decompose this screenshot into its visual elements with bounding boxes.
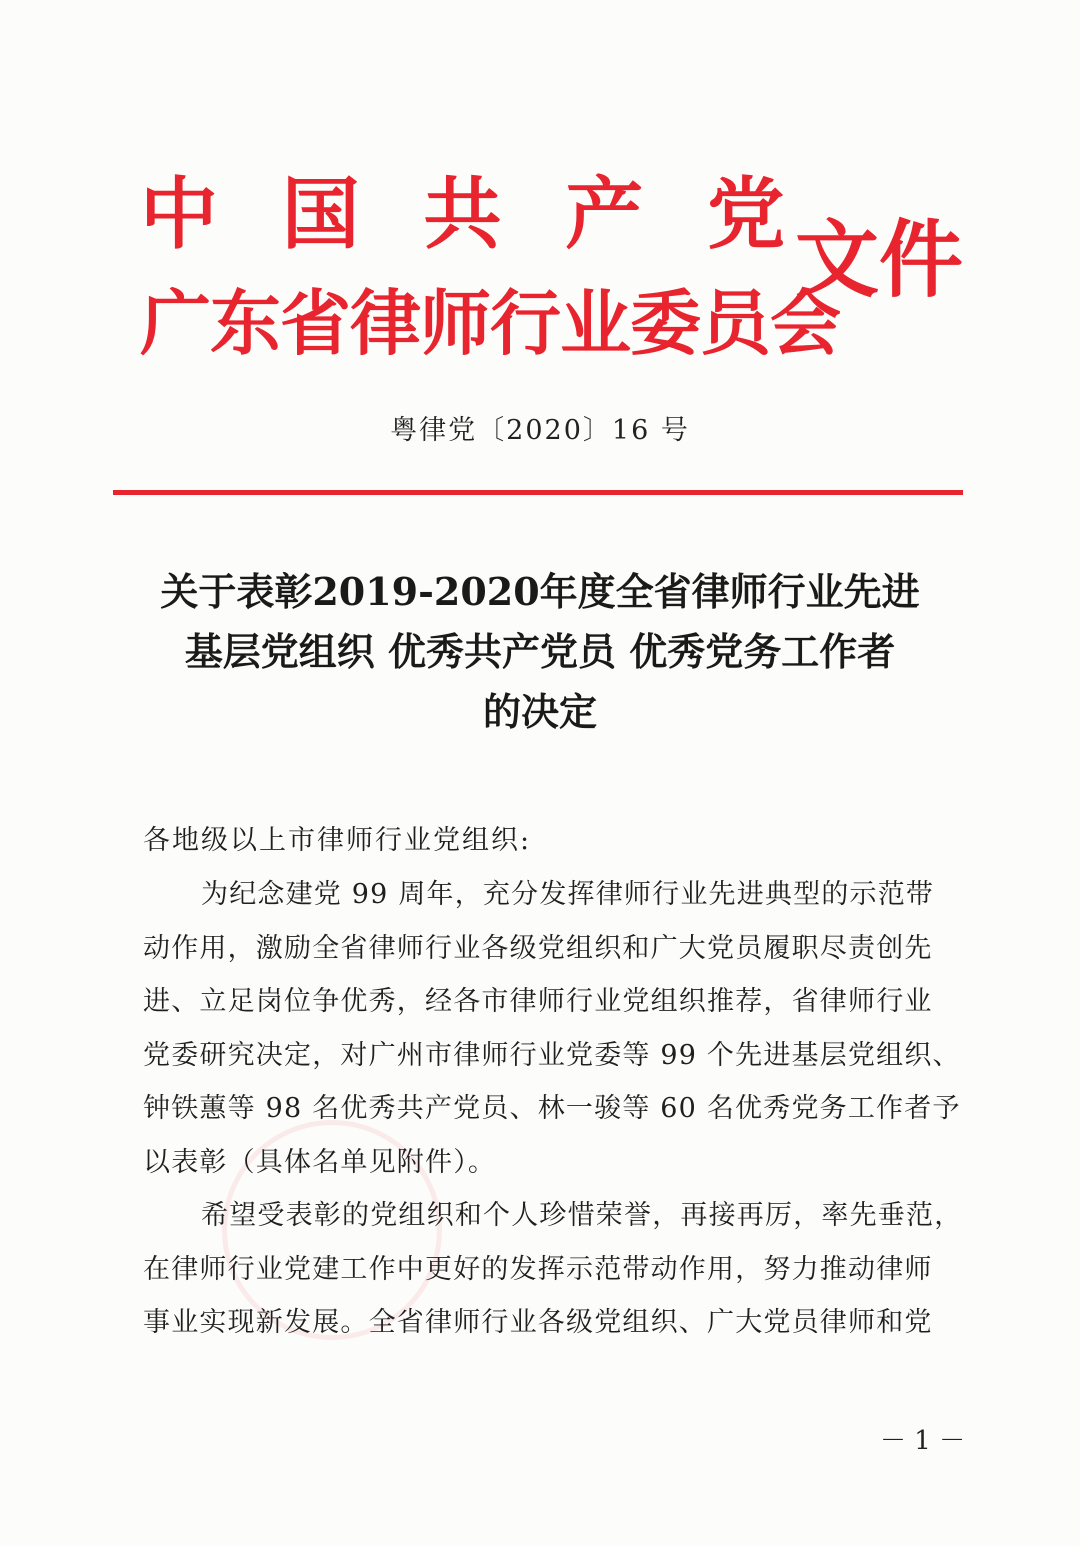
header-char: 共 xyxy=(423,169,502,260)
header-char: 党 xyxy=(706,169,785,260)
body-line: 为纪念建党 99 周年，充分发挥律师行业先进典型的示范带 xyxy=(201,879,935,910)
header-line-1 xyxy=(140,170,785,260)
document-number: 粤律党〔2020〕16 号 xyxy=(390,415,690,446)
body-line: 希望受表彰的党组织和个人珍惜荣誉，再接再厉，率先垂范， xyxy=(201,1200,963,1231)
salutation: 各地级以上市律师行业党组织: xyxy=(143,825,532,856)
body-line: 进、立足岗位争优秀，经各市律师行业党组织推荐，省律师行业 xyxy=(143,986,933,1017)
header-char: 产 xyxy=(565,169,644,260)
title-line-1: 关于表彰2019-2020年度全省律师行业先进 xyxy=(160,569,920,614)
body-line: 在律师行业党建工作中更好的发挥示范带动作用，努力推动律师 xyxy=(143,1253,933,1285)
header-char: 中 xyxy=(140,169,219,260)
header-line-2: 广东省律师行业委员会 xyxy=(140,281,841,365)
body-line: 以表彰（具体名单见附件）。 xyxy=(143,1146,497,1178)
body-text xyxy=(143,868,963,1350)
body-line: 党委研究决定，对广州市律师行业党委等 99 个先进基层党组织、 xyxy=(143,1039,961,1071)
header-char: 国 xyxy=(281,169,360,260)
header-file-label: 文件 xyxy=(795,210,964,309)
body-line: 事业实现新发展。全省律师行业各级党组织、广大党员律师和党 xyxy=(143,1307,933,1338)
red-divider xyxy=(113,490,963,495)
page-number: － 1 － xyxy=(880,1426,966,1456)
document-title xyxy=(120,562,960,742)
title-line-3: 的决定 xyxy=(482,689,597,734)
body-line: 钟铁蕙等 98 名优秀共产党员、林一骏等 60 名优秀党务工作者予 xyxy=(143,1093,961,1124)
title-line-2: 基层党组织 优秀共产党员 优秀党务工作者 xyxy=(184,629,896,674)
body-line: 动作用，激励全省律师行业各级党组织和广大党员履职尽责创先 xyxy=(143,932,933,964)
